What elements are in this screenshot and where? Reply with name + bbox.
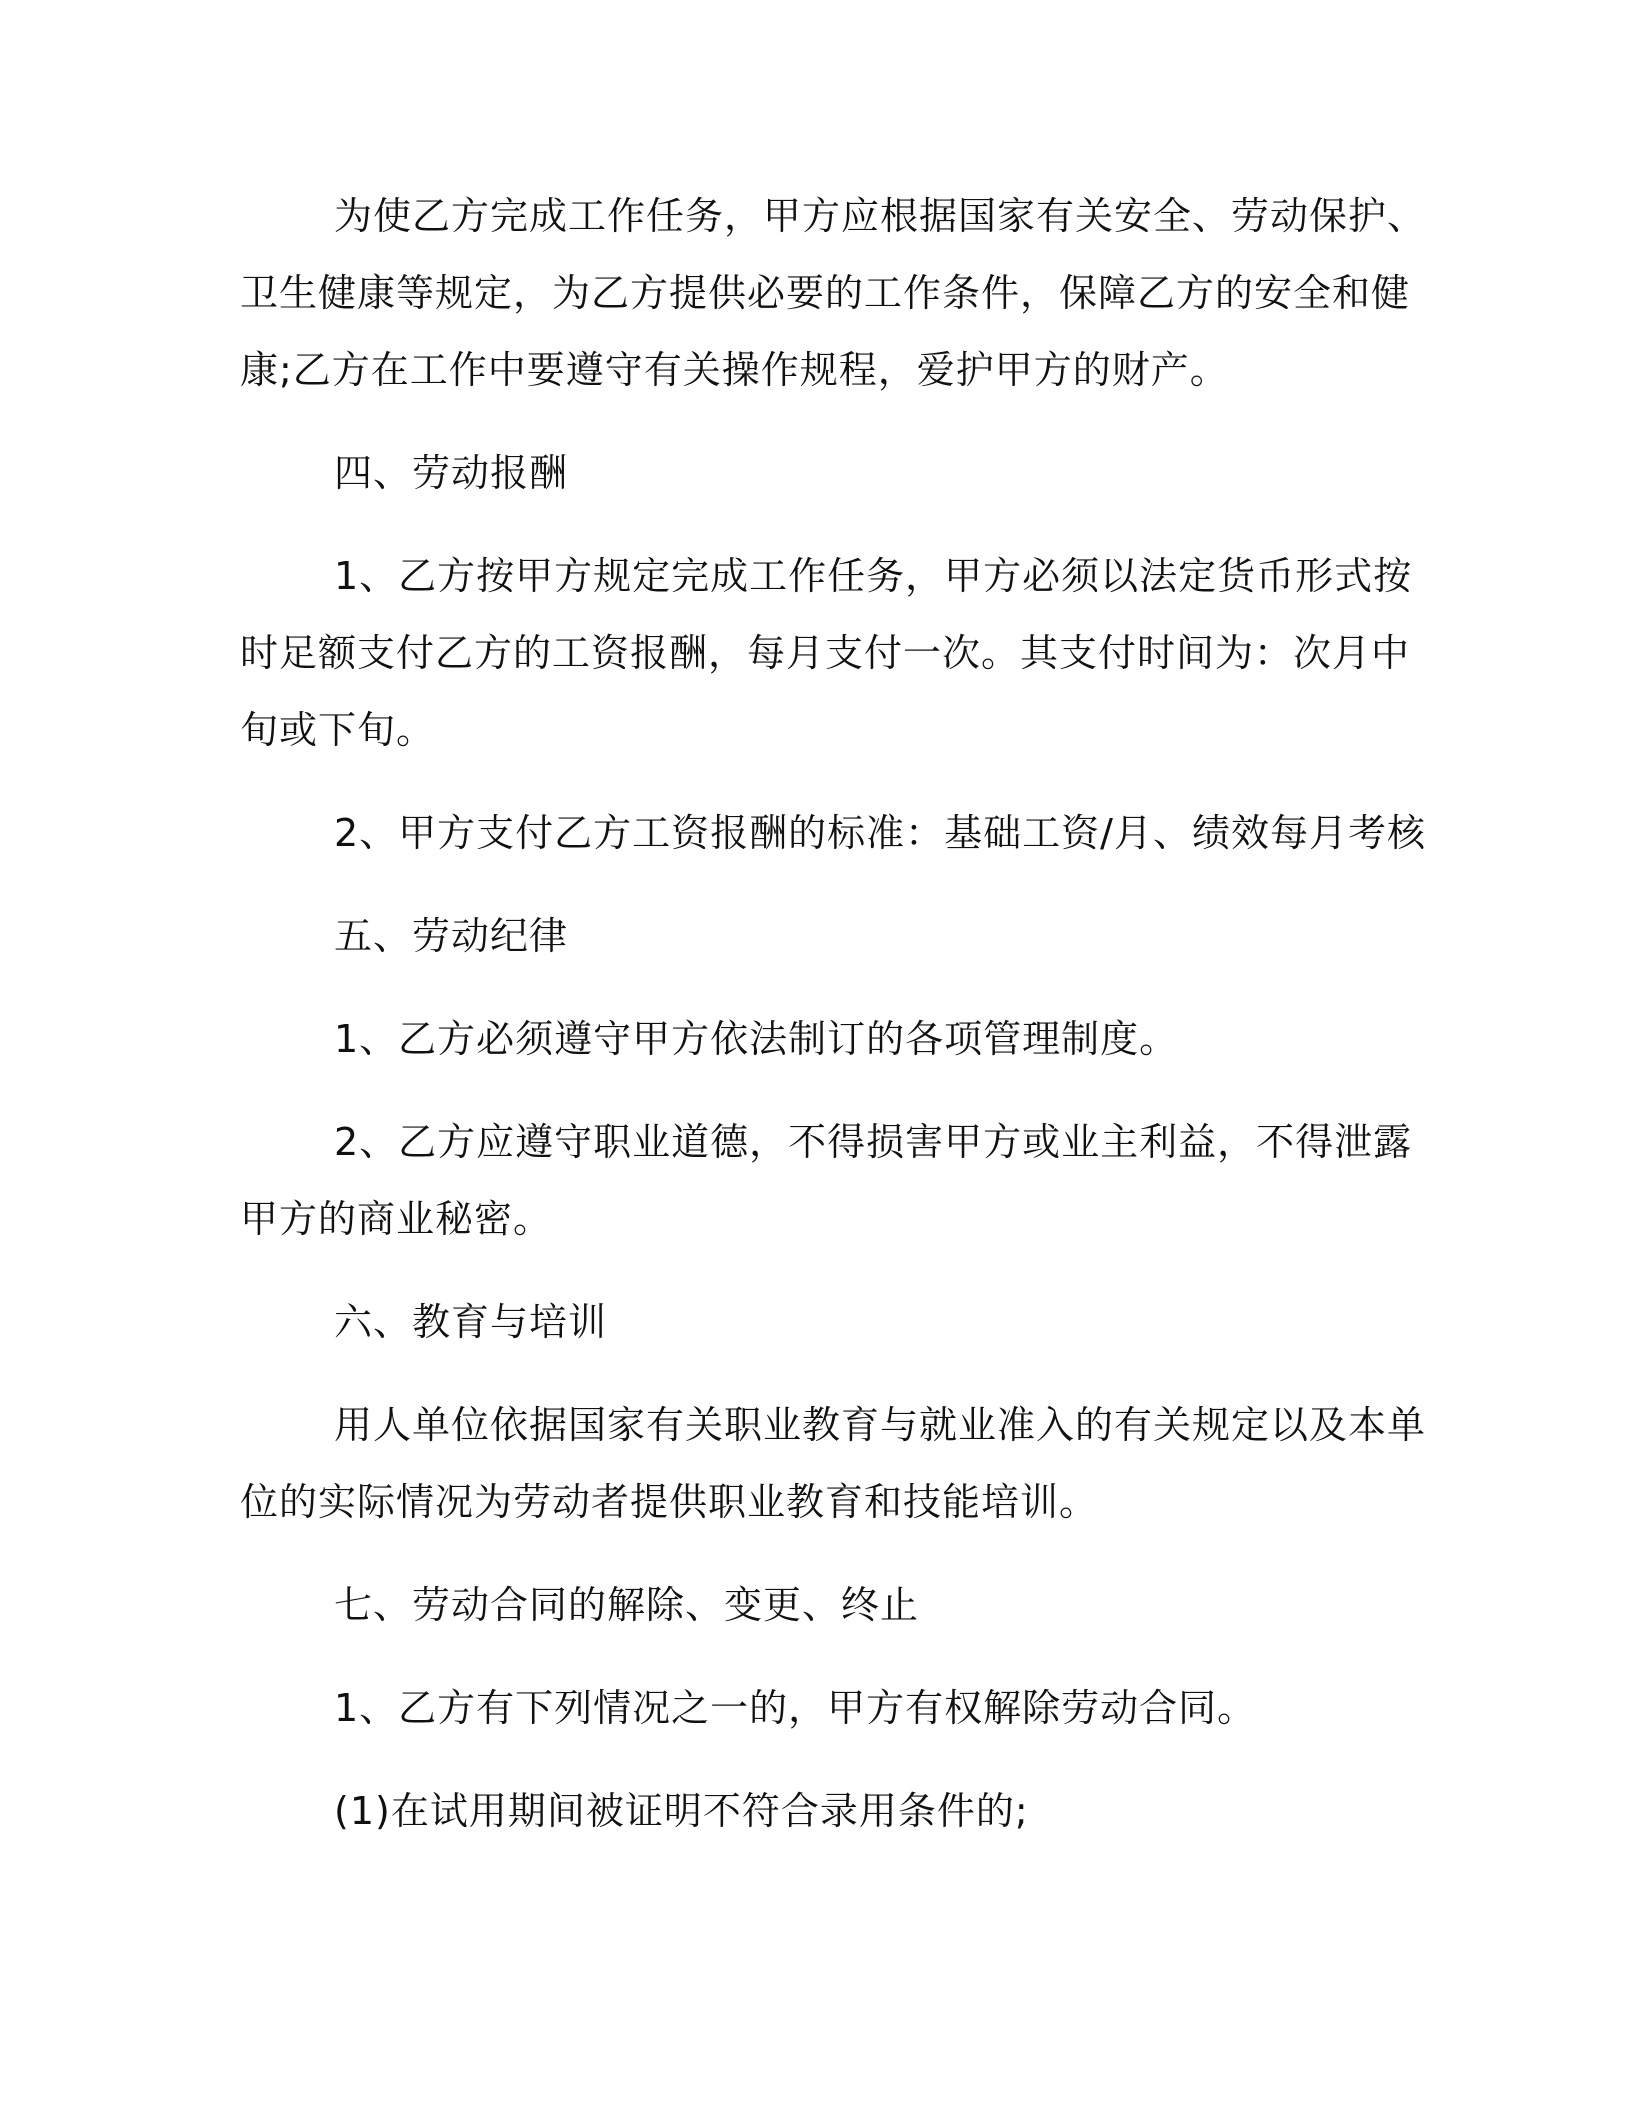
section-heading: 六、教育与培训 xyxy=(334,1300,608,1344)
paragraph-line: 2、乙方应遵守职业道德，不得损害甲方或业主利益，不得泄露 xyxy=(334,1120,1413,1164)
paragraph-line: 为使乙方完成工作任务，甲方应根据国家有关安全、劳动保护、 xyxy=(334,194,1427,238)
paragraph-line: 旬或下旬。 xyxy=(240,708,436,752)
paragraph-line: (1)在试用期间被证明不符合录用条件的; xyxy=(334,1789,1029,1833)
paragraph-line: 康;乙方在工作中要遵守有关操作规程，爱护甲方的财产。 xyxy=(240,348,1229,392)
paragraph-line: 2、甲方支付乙方工资报酬的标准：基础工资/月、绩效每月考核 xyxy=(334,811,1426,855)
paragraph-line: 用人单位依据国家有关职业教育与就业准入的有关规定以及本单 xyxy=(334,1403,1427,1447)
paragraph-line: 位的实际情况为劳动者提供职业教育和技能培训。 xyxy=(240,1480,1099,1524)
paragraph-line: 1、乙方必须遵守甲方依法制订的各项管理制度。 xyxy=(334,1017,1179,1061)
section-heading: 五、劳动纪律 xyxy=(334,914,569,958)
paragraph-line: 卫生健康等规定，为乙方提供必要的工作条件，保障乙方的安全和健 xyxy=(240,271,1411,315)
paragraph-line: 甲方的商业秘密。 xyxy=(240,1197,553,1241)
section-heading: 四、劳动报酬 xyxy=(334,451,569,495)
section-heading: 七、劳动合同的解除、变更、终止 xyxy=(334,1583,920,1627)
paragraph-line: 1、乙方按甲方规定完成工作任务，甲方必须以法定货币形式按 xyxy=(334,554,1413,598)
paragraph-line: 1、乙方有下列情况之一的，甲方有权解除劳动合同。 xyxy=(334,1686,1257,1730)
paragraph-line: 时足额支付乙方的工资报酬，每月支付一次。其支付时间为：次月中 xyxy=(240,631,1411,675)
